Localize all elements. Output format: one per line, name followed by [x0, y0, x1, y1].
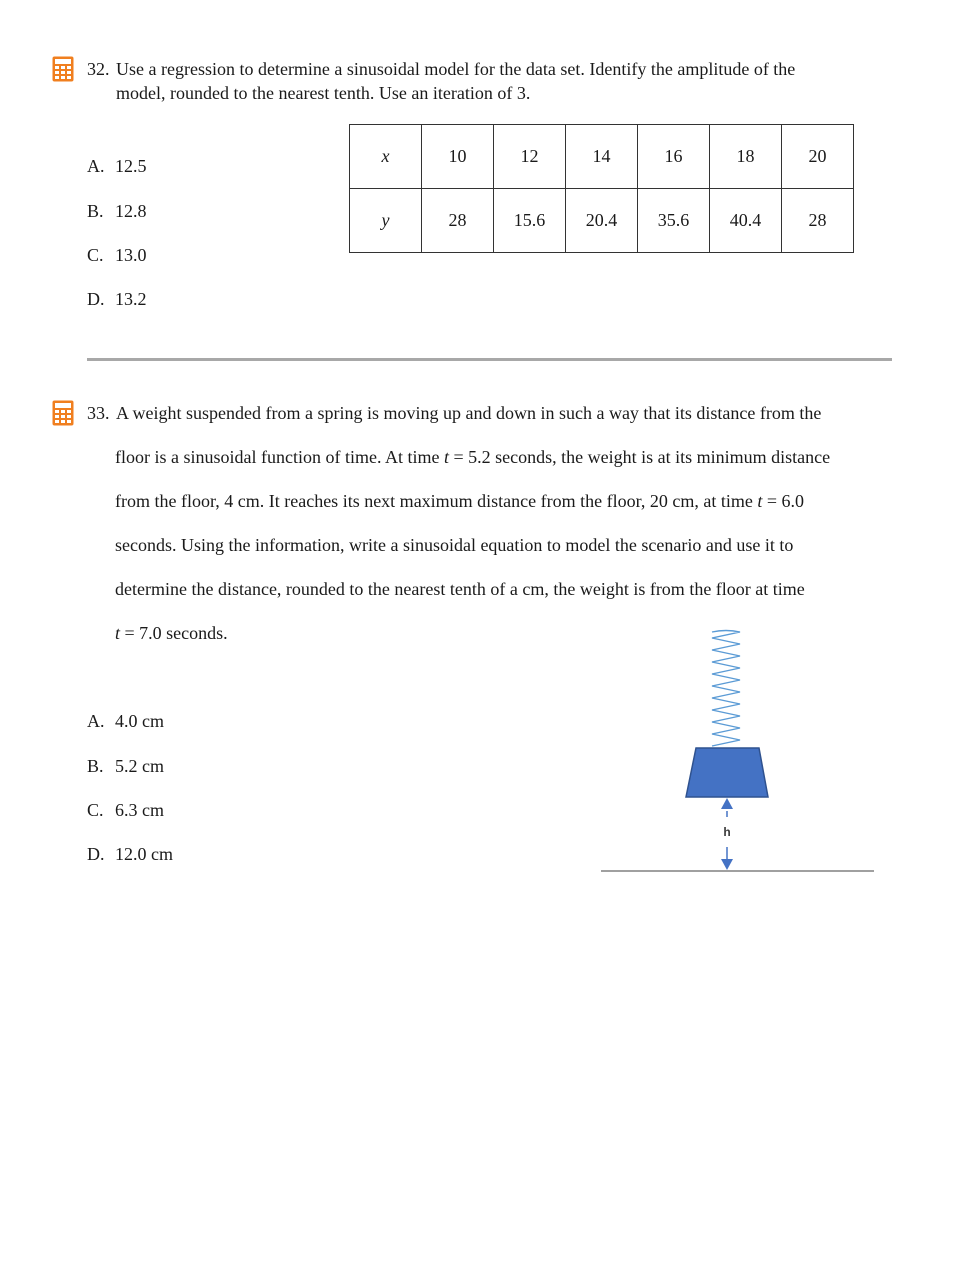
table-cell: 20.4	[566, 189, 638, 253]
calculator-icon	[52, 400, 74, 426]
table-cell: 28	[422, 189, 494, 253]
spring-icon	[712, 631, 740, 747]
question-33-line-5: determine the distance, rounded to the nearest tenth of a cm, the weight is from the floor at time	[115, 579, 805, 599]
question-33-option-c[interactable]: C. 6.3 cm	[87, 800, 164, 820]
table-cell: 10	[422, 125, 494, 189]
question-33-line-3: from the floor, 4 cm. It reaches its next maximum distance from the floor, 20 cm, at time t = 6.0	[115, 491, 805, 511]
table-row-y	[350, 189, 854, 253]
table-cell: 35.6	[638, 189, 710, 253]
question-32-option-b[interactable]: B. 12.8	[87, 201, 147, 221]
table-row-x	[350, 125, 854, 189]
question-32-option-a[interactable]: A. 12.5	[87, 156, 147, 176]
table-header-y: y	[350, 189, 422, 253]
arrow-down-icon	[721, 859, 733, 870]
table-cell: 40.4	[710, 189, 782, 253]
question-33-number: 33.	[87, 403, 110, 423]
question-33-option-a[interactable]: A. 4.0 cm	[87, 711, 164, 731]
question-32-text	[87, 57, 795, 105]
table-cell: 20	[782, 125, 854, 189]
arrow-up-icon	[721, 798, 733, 809]
table-cell: 15.6	[494, 189, 566, 253]
question-32-line-1: Use a regression to determine a sinusoidal model for the data set. Identify the amplitude of the	[116, 59, 796, 79]
height-label: h	[723, 825, 731, 839]
calculator-icon	[52, 56, 74, 82]
question-32-line-2: model, rounded to the nearest tenth. Use an iteration of 3.	[116, 83, 531, 103]
table-cell: 12	[494, 125, 566, 189]
question-32-option-c[interactable]: C. 13.0	[87, 245, 147, 265]
question-33-option-b[interactable]: B. 5.2 cm	[87, 756, 164, 776]
question-33-option-d[interactable]: D. 12.0 cm	[87, 844, 173, 864]
table-header-x: x	[350, 125, 422, 189]
spring-weight-diagram	[598, 626, 878, 876]
data-table	[349, 124, 854, 253]
question-33-line-2: floor is a sinusoidal function of time. At time t = 5.2 seconds, the weight is at its minimum distance	[115, 447, 831, 467]
table-cell: 18	[710, 125, 782, 189]
table-cell: 14	[566, 125, 638, 189]
question-32-option-d[interactable]: D. 13.2	[87, 289, 147, 309]
question-32-number: 32.	[87, 59, 110, 79]
weight-shape	[686, 748, 768, 797]
question-33-line-6: t = 7.0 seconds.	[115, 623, 228, 643]
question-33-line-4: seconds. Using the information, write a sinusoidal equation to model the scenario and use it to	[115, 535, 794, 555]
table-cell: 16	[638, 125, 710, 189]
question-33-line-1: 33. A weight suspended from a spring is moving up and down in such a way that its distance from the	[87, 403, 822, 423]
table-cell: 28	[782, 189, 854, 253]
section-divider	[87, 358, 892, 361]
